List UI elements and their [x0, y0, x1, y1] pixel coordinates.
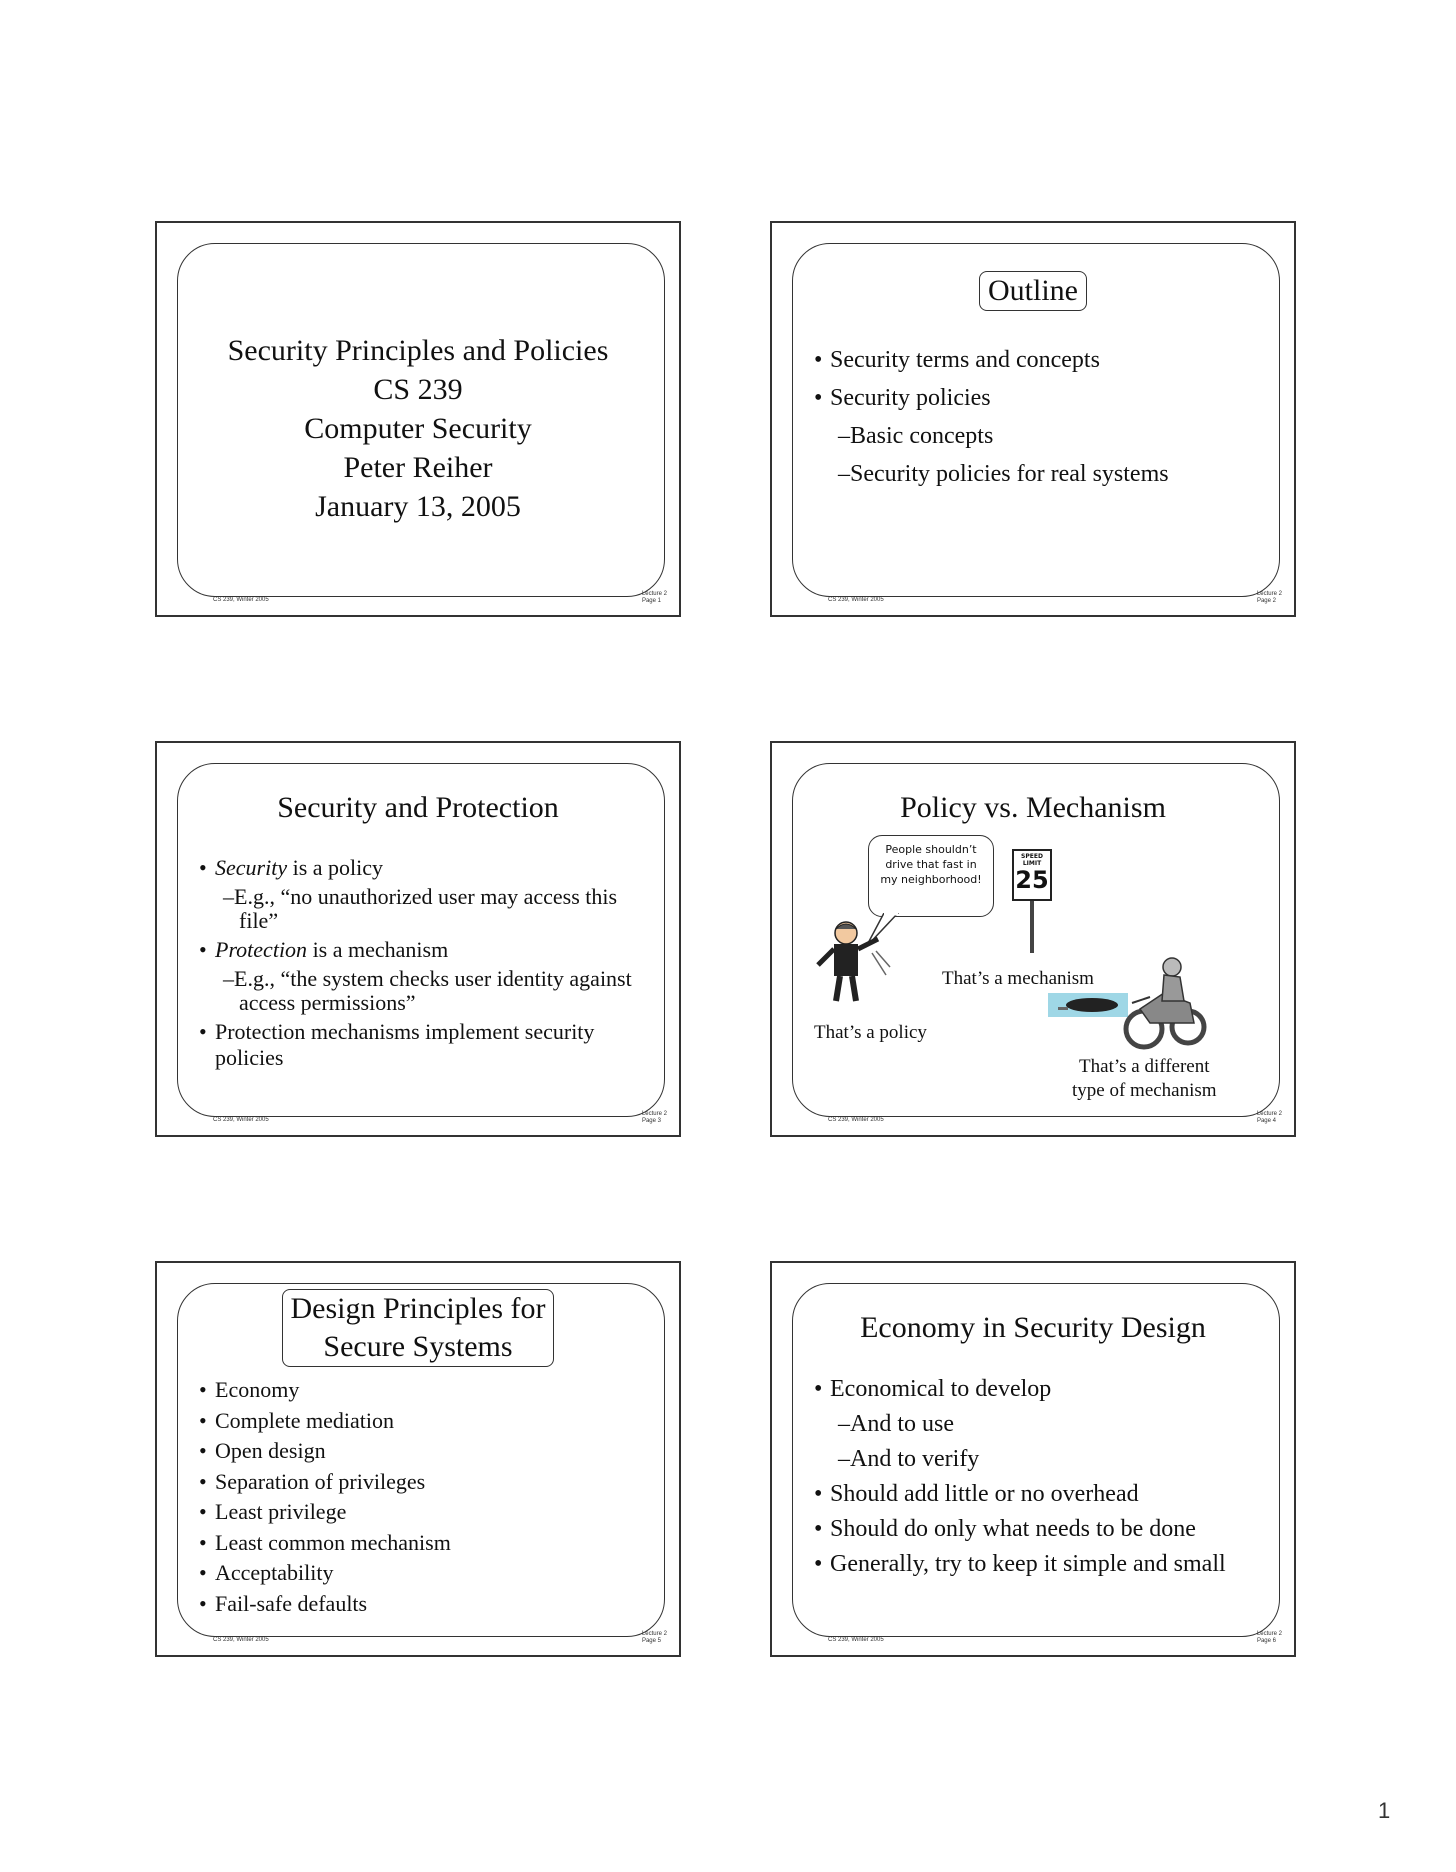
bullet-list	[199, 855, 649, 1071]
list-item: • Open design	[199, 1436, 451, 1467]
list-item: • Economy	[199, 1375, 451, 1406]
course-name-line: Computer Security	[304, 412, 532, 445]
list-item: –And to use	[838, 1411, 954, 1437]
page-number: 1	[1378, 1798, 1391, 1823]
emphasis-text: Security	[215, 855, 288, 880]
footer-page-label: Page 1	[641, 598, 661, 604]
different-mechanism-line-1: That’s a different	[1079, 1056, 1210, 1077]
slide-title-box	[282, 1289, 555, 1367]
footer-page-label: Page 4	[1256, 1118, 1276, 1124]
footer-rule	[912, 596, 1232, 597]
list-item: • Fail-safe defaults	[199, 1589, 451, 1620]
list-item: –Basic concepts	[838, 423, 994, 449]
slide-title-box: Outline	[979, 271, 1087, 311]
list-item: • Generally, try to keep it simple and small	[814, 1550, 1258, 1579]
list-item: • Separation of privileges	[199, 1467, 451, 1498]
footer-rule	[297, 1116, 617, 1117]
footer-lecture	[1257, 1631, 1282, 1645]
footer-lecture	[642, 1111, 667, 1125]
list-item: • Least privilege	[199, 1497, 451, 1528]
footer-lecture	[1257, 591, 1282, 605]
mechanism-caption: That’s a mechanism	[942, 968, 1094, 989]
footer-lecture-label: Lecture 2	[1256, 1631, 1282, 1637]
list-item-text: is a mechanism	[307, 937, 449, 962]
footer-lecture-label: Lecture 2	[1256, 591, 1282, 597]
list-item: –E.g., “no unauthorized user may access this file”	[223, 884, 618, 933]
list-item: –And to verify	[838, 1446, 980, 1472]
sign-post	[1030, 901, 1034, 953]
footer-page-label: Page 2	[1256, 598, 1276, 604]
footer-course: CS 239, Winter 2005	[828, 1117, 884, 1123]
speed-limit-sign	[1012, 849, 1052, 901]
slide-6	[770, 1261, 1296, 1657]
different-mechanism-line-2: type of mechanism	[1072, 1080, 1217, 1101]
footer-rule	[912, 1116, 1232, 1117]
bullet-list	[814, 341, 1169, 493]
car-illustration	[1048, 993, 1128, 1017]
speech-bubble	[868, 835, 994, 917]
footer-rule	[912, 1636, 1232, 1637]
slide-title	[157, 1289, 679, 1367]
slide-4	[770, 741, 1296, 1137]
slide-title: Policy vs. Mechanism	[900, 791, 1166, 824]
footer-page-label: Page 5	[641, 1638, 661, 1644]
different-mechanism-caption	[1072, 1055, 1217, 1103]
police-motorcycle-illustration	[1120, 953, 1210, 1053]
list-item: • Least common mechanism	[199, 1528, 451, 1559]
angry-man-illustration	[812, 917, 892, 1007]
list-item: • Security terms and concepts	[814, 341, 1169, 379]
footer-rule	[297, 596, 617, 597]
footer-lecture-label: Lecture 2	[1256, 1111, 1282, 1117]
list-item	[199, 855, 649, 881]
list-item: • Complete mediation	[199, 1406, 451, 1437]
slide-1	[155, 221, 681, 617]
list-item: • Economical to develop	[814, 1375, 1258, 1404]
footer-lecture-label: Lecture 2	[641, 591, 667, 597]
slide-title: Economy in Security Design	[860, 1311, 1206, 1344]
list-item: • Security policies	[814, 379, 1169, 417]
author-line: Peter Reiher	[343, 451, 493, 484]
slide-title: Security and Protection	[277, 791, 559, 824]
car-icon	[1048, 993, 1128, 1017]
slide-5	[155, 1261, 681, 1657]
footer-course: CS 239, Winter 2005	[213, 1637, 269, 1643]
footer-course: CS 239, Winter 2005	[213, 1117, 269, 1123]
footer-lecture-label: Lecture 2	[641, 1111, 667, 1117]
footer-lecture	[1257, 1111, 1282, 1125]
emphasis-text: Protection	[215, 937, 308, 962]
list-item: • Acceptability	[199, 1558, 451, 1589]
footer-lecture-label: Lecture 2	[641, 1631, 667, 1637]
footer-page-label: Page 3	[641, 1118, 661, 1124]
speed-limit-number: 25	[1015, 866, 1049, 894]
slide-2	[770, 221, 1296, 617]
footer-page-label: Page 6	[1256, 1638, 1276, 1644]
footer-course: CS 239, Winter 2005	[213, 597, 269, 603]
slide-title	[772, 271, 1294, 311]
speech-text: People shouldn’t drive that fast in my neighborhood!	[880, 843, 982, 886]
speed-limit-label: SPEED LIMIT	[1021, 853, 1043, 867]
footer-lecture	[642, 1631, 667, 1645]
slide-3	[155, 741, 681, 1137]
list-item-text: is a policy	[287, 855, 384, 880]
footer-lecture	[642, 591, 667, 605]
slide-title-line-2: Secure Systems	[323, 1330, 513, 1363]
list-item: • Should do only what needs to be done	[814, 1515, 1258, 1544]
policy-caption: That’s a policy	[814, 1022, 927, 1043]
bullet-list	[199, 1375, 451, 1619]
footer-course: CS 239, Winter 2005	[828, 597, 884, 603]
date-line: January 13, 2005	[315, 490, 521, 523]
footer-rule	[297, 1636, 617, 1637]
footer-course: CS 239, Winter 2005	[828, 1637, 884, 1643]
list-item: –E.g., “the system checks user identity against access permissions”	[223, 966, 632, 1015]
list-item: • Should add little or no overhead	[814, 1480, 1258, 1509]
title-line: Security Principles and Policies	[227, 334, 609, 367]
course-line: CS 239	[373, 373, 463, 406]
list-item: –Security policies for real systems	[838, 461, 1169, 487]
list-item	[199, 937, 649, 963]
slide-title-line-1: Design Principles for	[290, 1292, 546, 1325]
list-item: • Protection mechanisms implement security policies	[199, 1019, 649, 1071]
bullet-list	[814, 1375, 1258, 1579]
title-block	[157, 331, 679, 526]
